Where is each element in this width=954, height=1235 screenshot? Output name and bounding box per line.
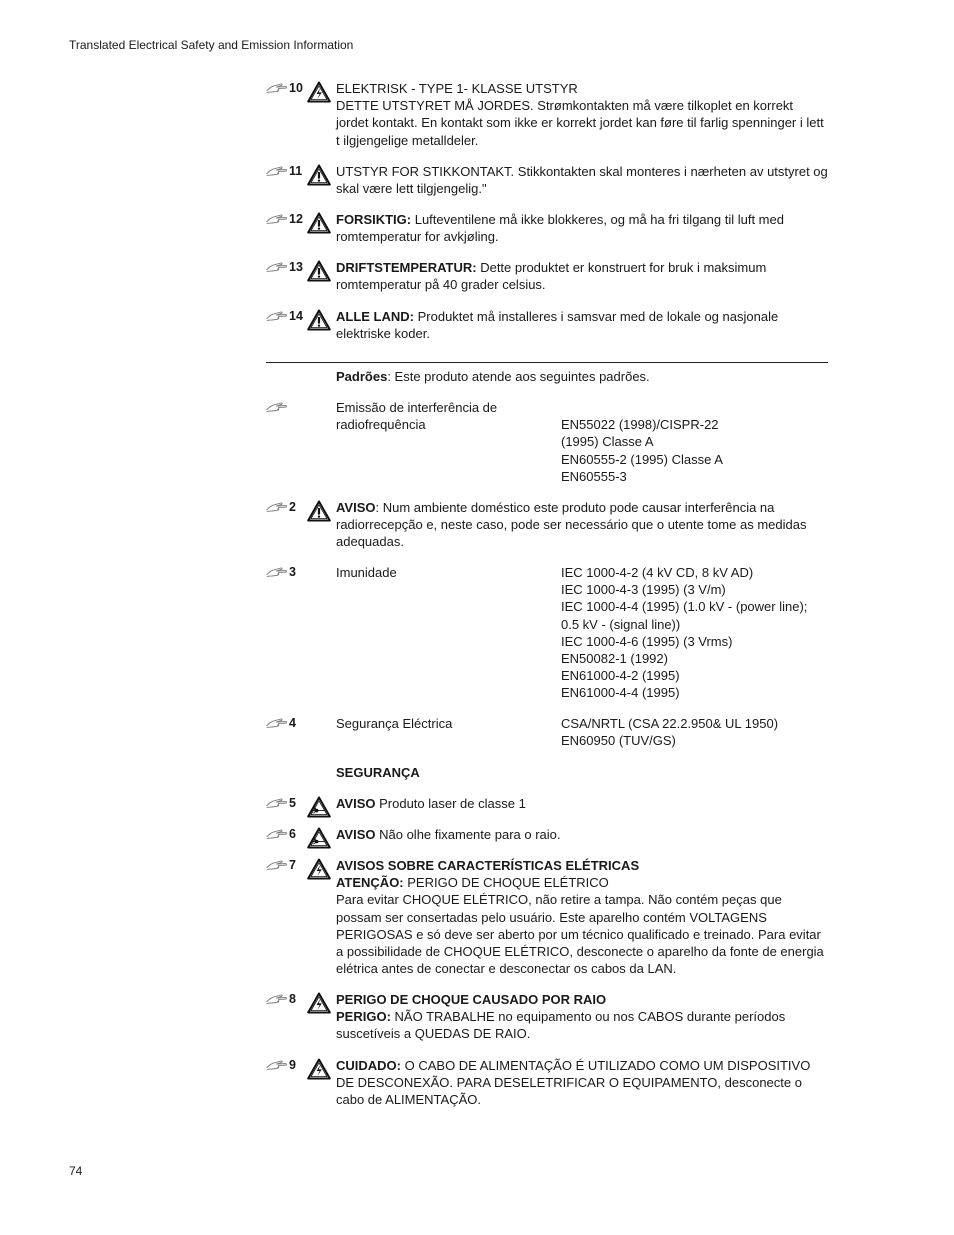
laser-warning-icon (307, 827, 331, 849)
entry-body: Produktet må installeres i samsvar med de lokale og nasjonale elektriske koder. (336, 309, 779, 342)
warning-triangle-icon (307, 500, 331, 522)
entry-label: CUIDADO: (336, 1058, 401, 1073)
hand-pointer-icon (266, 797, 288, 809)
entry-number: 2 (289, 500, 296, 514)
hand-pointer-icon (266, 859, 288, 871)
entry-number: 5 (289, 796, 296, 810)
standard-value: IEC 1000-4-2 (4 kV CD, 8 kV AD) (561, 565, 754, 580)
electric-shock-icon (307, 992, 331, 1014)
entry-body: : Num ambiente doméstico este produto pode causar interferência na radiorrecepção e, neste caso, pode ser necessário que o utente tome as medidas adequadas. (336, 500, 807, 550)
entry-body: UTSTYR FOR STIKKONTAKT. Stikkontakten skal monteres i nærheten av utstyret og skal være lett tilgjengelig." (336, 164, 828, 197)
entry-body: NÃO TRABALHE no equipamento ou nos CABOS durante períodos suscetíveis a QUEDAS DE RAIO. (336, 1009, 786, 1042)
hand-pointer-icon (266, 165, 288, 177)
entry-title: PERIGO DE CHOQUE CAUSADO POR RAIO (336, 992, 607, 1007)
warning-triangle-icon (307, 164, 331, 186)
padroes-text: : Este produto atende aos seguintes padrões. (387, 369, 650, 384)
standard-value: EN55022 (1998)/CISPR-22 (561, 417, 719, 433)
section-divider (266, 362, 828, 363)
entry-number: 12 (289, 212, 303, 226)
entry-title: ELEKTRISK - TYPE 1- KLASSE UTSTYR (336, 81, 578, 96)
hand-pointer-icon (266, 261, 288, 273)
entry-subtitle: PERIGO DE CHOQUE ELÉTRICO (403, 875, 609, 891)
standard-value: EN60555-2 (1995) Classe A (561, 451, 723, 467)
running-header: Translated Electrical Safety and Emission Information (69, 38, 354, 52)
entry-number: 10 (289, 81, 303, 95)
standard-label: radiofrequência (336, 417, 426, 433)
hand-pointer-icon (266, 401, 288, 413)
entry-label: FORSIKTIG: (336, 212, 412, 227)
section-heading: SEGURANÇA (336, 765, 420, 780)
hand-pointer-icon (266, 310, 288, 322)
standard-label: Emissão de interferência de (336, 400, 498, 415)
standard-value: EN50082-1 (1992) (561, 651, 668, 667)
hand-pointer-icon (266, 213, 288, 225)
entry-label: PERIGO: (336, 1009, 391, 1025)
electric-shock-icon (307, 1058, 331, 1080)
electric-shock-icon (307, 858, 331, 880)
entry-title: AVISOS SOBRE CARACTERÍSTICAS ELÉTRICAS (336, 858, 640, 873)
hand-pointer-icon (266, 828, 288, 840)
hand-pointer-icon (266, 566, 288, 578)
entry-body: Produto laser de classe 1 (375, 796, 526, 811)
standard-label: Imunidade (336, 565, 397, 580)
entry-body: Lufteventilene må ikke blokkeres, og må ha fri tilgang til luft med romtemperatur for avkjøling. (336, 212, 784, 245)
entry-body: Não olhe fixamente para o raio. (375, 827, 561, 842)
entry-number: 14 (289, 309, 303, 323)
entry-number: 8 (289, 992, 296, 1006)
standard-value: (1995) Classe A (561, 434, 654, 450)
electric-shock-icon (307, 81, 331, 103)
hand-pointer-icon (266, 993, 288, 1005)
entry-number: 13 (289, 260, 303, 274)
entry-body: DETTE UTSTYRET MÅ JORDES. Strømkontakten må være tilkoplet en korrekt jordet kontakt. En kontakt som ikke er korrekt jordet kan føre til farlig spenninger i lett t ilgjengelige metalldeler. (336, 98, 824, 148)
standard-value: EN60555-3 (561, 468, 627, 484)
entry-body: Dette produktet er konstruert for bruk i maksimum romtemperatur på 40 grader celsius. (336, 260, 767, 293)
entry-body: O CABO DE ALIMENTAÇÃO É UTILIZADO COMO UM DISPOSITIVO DE DESCONEXÃO. PARA DESELETRIFICAR O EQUIPAMENTO, desconecte o cabo de ALIMENTAÇÃO. (336, 1058, 811, 1108)
hand-pointer-icon (266, 501, 288, 513)
standard-value: CSA/NRTL (CSA 22.2.950& UL 1950) (561, 716, 779, 731)
standard-value: IEC 1000-4-3 (1995) (3 V/m) (561, 582, 726, 598)
entry-label: DRIFTSTEMPERATUR: (336, 260, 477, 275)
entry-label: AVISO (336, 796, 376, 811)
entry-number: 4 (289, 716, 296, 730)
padroes-label: Padrões (336, 369, 388, 384)
warning-triangle-icon (307, 260, 331, 282)
entry-label: ATENÇÃO: (336, 875, 404, 891)
entry-number: 7 (289, 858, 296, 872)
standard-value: EN61000-4-4 (1995) (561, 685, 680, 701)
entry-number: 11 (289, 164, 303, 178)
page-number: 74 (69, 1164, 83, 1178)
warning-triangle-icon (307, 309, 331, 331)
laser-warning-icon (307, 796, 331, 818)
entry-number: 6 (289, 827, 296, 841)
standard-value: EN61000-4-2 (1995) (561, 668, 680, 684)
warning-triangle-icon (307, 212, 331, 234)
hand-pointer-icon (266, 717, 288, 729)
entry-number: 9 (289, 1058, 296, 1072)
entry-label: ALLE LAND: (336, 309, 414, 324)
entry-body: Para evitar CHOQUE ELÉTRICO, não retire a tampa. Não contém peças que possam ser consertadas pelo usuário. Este aparelho contém VOLTAGENS PERIGOSAS e só deve ser aberto por um técnico qualificado e treinado. Para evitar a possibilidade de CHOQUE ELÉTRICO, desconecte o aparelho da fonte de energia elétrica antes de conectar e desconectar os cabos da LAN. (336, 892, 824, 977)
hand-pointer-icon (266, 82, 288, 94)
entry-label: AVISO (336, 500, 376, 515)
standard-value: IEC 1000-4-4 (1995) (1.0 kV - (power line); (561, 599, 808, 615)
standard-value: 0.5 kV - (signal line)) (561, 616, 681, 632)
entry-label: AVISO (336, 827, 376, 842)
hand-pointer-icon (266, 1059, 288, 1071)
standard-value: IEC 1000-4-6 (1995) (3 Vrms) (561, 633, 733, 649)
standard-value: EN60950 (TUV/GS) (561, 733, 676, 749)
entry-number: 3 (289, 565, 296, 579)
standard-label: Segurança Eléctrica (336, 716, 453, 731)
